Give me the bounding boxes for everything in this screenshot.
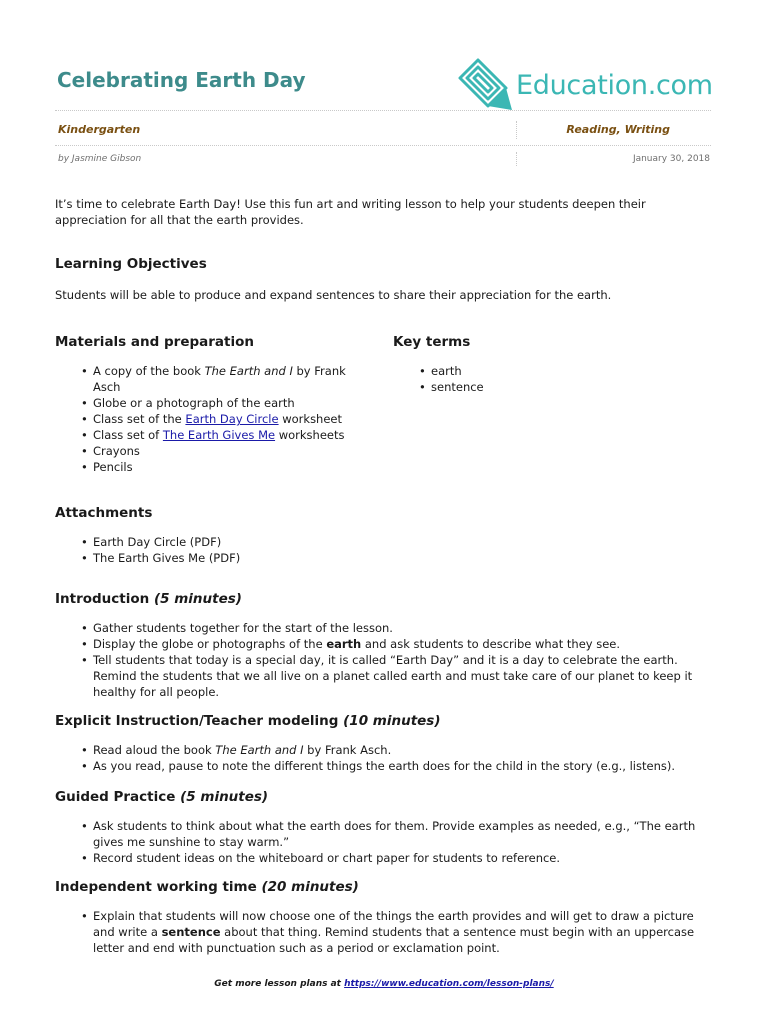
list-item: • As you read, pause to note the different things the earth does for the child in the story (e.g., listens). [55, 758, 715, 774]
objectives-text: Students will be able to produce and expand sentences to share their appreciation for the earth. [55, 288, 612, 302]
explicit-instruction-time: (10 minutes) [343, 713, 441, 729]
guided-practice-heading: Guided Practice (5 minutes) [55, 789, 269, 805]
page-title: Celebrating Earth Day [57, 68, 306, 92]
list-item: • Explain that students will now choose one of the things the earth provides and will get to draw a picture and write a sentence about that thing. Remind students that a sentence must begin with an uppercase letter and end with punctuation such as a period or exclamation point. [55, 908, 715, 956]
list-item: • Globe or a photograph of the earth [55, 395, 365, 411]
attachment-item[interactable]: • The Earth Gives Me (PDF) [55, 550, 455, 566]
list-item: • Gather students together for the start of the lesson. [55, 620, 715, 636]
key-term: • earth [393, 363, 693, 379]
footer-text: Get more lesson plans at [214, 979, 345, 989]
list-item: • Class set of The Earth Gives Me worksheets [55, 427, 365, 443]
guided-practice-list [55, 818, 715, 866]
intro-paragraph: It’s time to celebrate Earth Day! Use this fun art and writing lesson to help your students deepen their appreciation for all that the earth provides. [55, 197, 646, 227]
book-title: The Earth and I [204, 364, 293, 378]
guided-practice-time: (5 minutes) [180, 789, 269, 805]
key-term-sentence: sentence [161, 925, 221, 939]
key-terms-list [393, 363, 693, 395]
footer [0, 979, 768, 989]
key-term-earth: earth [326, 637, 362, 651]
attachments-list [55, 534, 455, 566]
meta-separator [516, 121, 517, 139]
education-com-logo[interactable] [456, 56, 718, 112]
key-term: • sentence [393, 379, 693, 395]
meta-divider [55, 145, 711, 146]
earth-day-circle-link[interactable]: Earth Day Circle [185, 412, 279, 426]
list-item: • Record student ideas on the whiteboard or chart paper for students to reference. [55, 850, 715, 866]
lesson-plans-link[interactable]: https://www.education.com/lesson-plans/ [344, 979, 554, 989]
list-item: • Crayons [55, 443, 365, 459]
list-item: • Read aloud the book The Earth and I by Frank Asch. [55, 742, 715, 758]
earth-gives-me-link[interactable]: The Earth Gives Me [162, 428, 276, 442]
attachment-item[interactable]: • Earth Day Circle (PDF) [55, 534, 455, 550]
independent-time-list [55, 908, 715, 956]
header-divider [55, 110, 711, 111]
list-item: • A copy of the book The Earth and I by Frank Asch [55, 363, 365, 395]
book-title: The Earth and I [215, 743, 304, 757]
attachments-heading: Attachments [55, 505, 153, 521]
list-item: • Ask students to think about what the earth does for them. Provide examples as needed, e.g., “The earth gives me sunshine to stay warm.” [55, 818, 715, 850]
logo-wordmark: Education.com [516, 70, 713, 101]
introduction-list [55, 620, 715, 700]
objectives-heading: Learning Objectives [55, 256, 207, 272]
independent-time-heading: Independent working time (20 minutes) [55, 879, 359, 895]
list-item: • Class set of the Earth Day Circle worksheet [55, 411, 365, 427]
explicit-instruction-heading: Explicit Instruction/Teacher modeling (10 minutes) [55, 713, 441, 729]
introduction-time: (5 minutes) [153, 591, 242, 607]
grade-level: Kindergarten [58, 123, 141, 136]
introduction-heading: Introduction (5 minutes) [55, 591, 242, 607]
explicit-instruction-list [55, 742, 715, 774]
author-byline: by Jasmine Gibson [58, 154, 142, 164]
key-terms-heading: Key terms [393, 334, 471, 350]
list-item: • Pencils [55, 459, 365, 475]
materials-list [55, 363, 365, 475]
publish-date: January 30, 2018 [632, 154, 710, 164]
list-item: • Display the globe or photographs of the earth and ask students to describe what they see. [55, 636, 715, 652]
subject-list: Reading, Writing [566, 123, 670, 136]
independent-time-duration: (20 minutes) [261, 879, 359, 895]
author-separator [516, 152, 517, 166]
materials-heading: Materials and preparation [55, 334, 254, 350]
list-item: • Tell students that today is a special day, it is called “Earth Day” and it is a day to celebrate the earth. Remind the students that we all live on a planet called earth and must take care of our planet to keep it healthy for all people. [55, 652, 715, 700]
pencil-logo-icon [456, 56, 514, 112]
